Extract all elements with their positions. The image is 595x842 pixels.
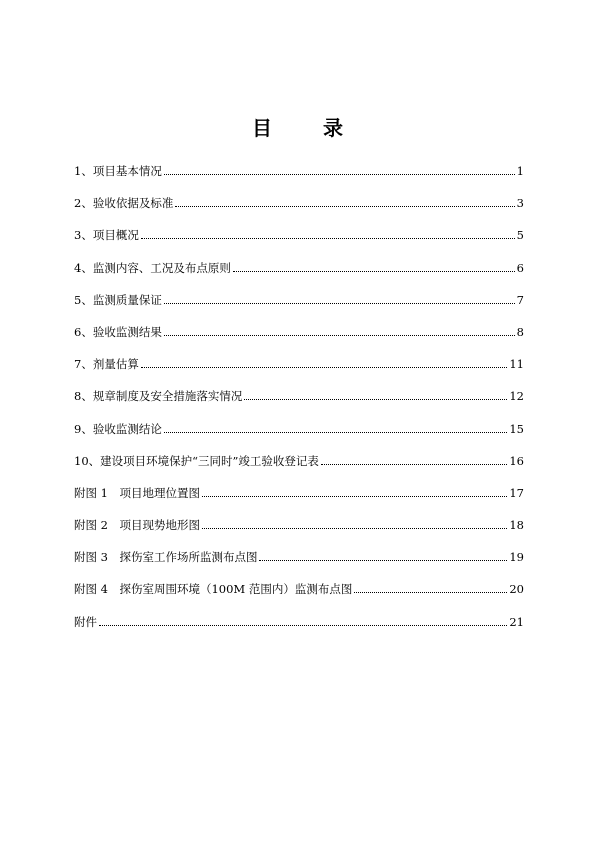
toc-entry-label: 2、验收依据及标准 [74,196,174,211]
toc-entry [74,258,524,290]
toc-leader-dots [141,237,515,239]
toc-leader-dots [141,366,508,368]
toc-entry-page: 5 [516,228,524,243]
toc-entry-label: 附图 4 探伤室周围环境（100M 范围内）监测布点图 [74,582,353,597]
toc-entry-page: 7 [516,292,524,307]
toc-entry [74,354,524,386]
toc-entry [74,547,524,579]
toc-entry-page: 3 [516,196,524,211]
toc-entry-label: 5、监测质量保证 [74,292,162,307]
toc-entry-page: 11 [509,357,524,372]
toc-entry-page: 20 [509,582,524,597]
toc-leader-dots [244,398,507,400]
toc-leader-dots [259,559,507,561]
toc-entry-page: 21 [509,614,524,629]
toc-entry [74,386,524,418]
toc-entry-page: 17 [509,485,524,500]
table-of-contents [74,161,524,644]
toc-entry [74,322,524,354]
toc-leader-dots [164,431,508,433]
toc-leader-dots [354,591,507,593]
toc-entry-label: 8、规章制度及安全措施落实情况 [74,389,243,404]
toc-entry-label: 附图 1 项目地理位置图 [74,485,200,500]
toc-entry-label: 6、验收监测结果 [74,324,162,339]
toc-entry-label: 9、验收监测结论 [74,421,162,436]
toc-entry-label: 3、项目概况 [74,228,139,243]
toc-leader-dots [99,624,507,626]
toc-leader-dots [164,334,515,336]
toc-entry [74,451,524,483]
toc-entry [74,419,524,451]
toc-entry-page: 16 [509,453,524,468]
toc-leader-dots [175,205,514,207]
toc-entry-label: 4、监测内容、工况及布点原则 [74,260,231,275]
toc-entry-label: 附图 3 探伤室工作场所监测布点图 [74,550,258,565]
toc-entry-page: 15 [509,421,524,436]
toc-entry [74,161,524,193]
toc-entry [74,193,524,225]
toc-leader-dots [233,270,515,272]
toc-leader-dots [321,463,507,465]
toc-entry [74,483,524,515]
toc-entry-page: 18 [509,518,524,533]
page-title: 目 录 [252,116,365,140]
toc-entry-page: 1 [516,164,524,178]
toc-entry [74,579,524,611]
toc-entry-page: 6 [516,260,524,275]
toc-entry-label: 7、剂量估算 [74,357,139,372]
toc-leader-dots [202,527,507,529]
toc-entry [74,515,524,547]
toc-entry-page: 12 [509,389,524,404]
toc-leader-dots [164,173,515,175]
toc-entry-label: 10、建设项目环境保护“三同时”竣工验收登记表 [74,453,319,468]
toc-entry [74,612,524,644]
toc-entry-label: 附件 [74,614,97,629]
toc-entry-label: 附图 2 项目现势地形图 [74,518,200,533]
toc-entry-label: 1、项目基本情况 [74,164,162,178]
toc-entry-page: 8 [516,324,524,339]
toc-leader-dots [164,302,515,304]
toc-entry-page: 19 [509,550,524,565]
toc-leader-dots [202,495,507,497]
toc-entry [74,225,524,257]
toc-entry [74,290,524,322]
